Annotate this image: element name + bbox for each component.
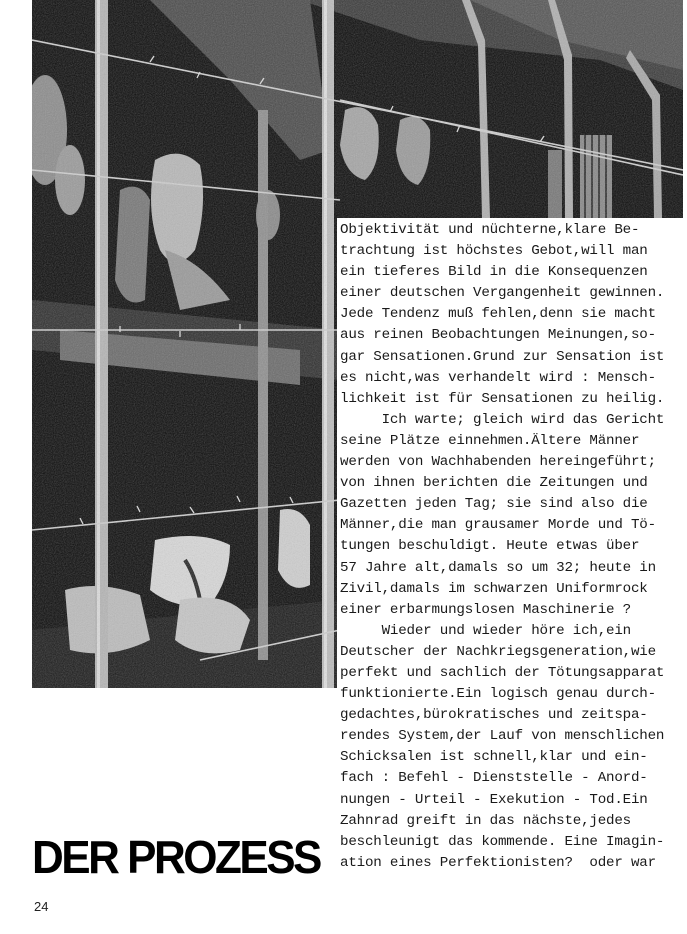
article-line: lichkeit ist für Sensationen zu heilig. bbox=[340, 390, 665, 407]
article-line: ein tieferes Bild in die Konsequenzen bbox=[340, 264, 648, 281]
article-line: Männer,die man grausamer Morde und Tö- bbox=[340, 517, 656, 534]
article-line: tungen beschuldigt. Heute etwas über bbox=[340, 538, 640, 555]
article-line: Gazetten jeden Tag; sie sind also die bbox=[340, 496, 648, 513]
article-line: perfekt und sachlich der Tötungsapparat bbox=[340, 664, 665, 681]
article-line: funktionierte.Ein logisch genau durch- bbox=[340, 686, 656, 703]
article-line: gar Sensationen.Grund zur Sensation ist bbox=[340, 348, 665, 365]
article-line: Jede Tendenz muß fehlen,denn sie macht bbox=[340, 306, 656, 323]
article-line: trachtung ist höchstes Gebot,will man bbox=[340, 243, 648, 260]
article-line: Wieder und wieder höre ich,ein bbox=[340, 622, 631, 639]
article-line: Deutscher der Nachkriegsgeneration,wie bbox=[340, 643, 656, 660]
article-line: seine Plätze einnehmen.Ältere Männer bbox=[340, 432, 640, 449]
article-line: beschleunigt das kommende. Eine Imagin- bbox=[340, 833, 665, 850]
article-line: es nicht,was verhandelt wird : Mensch- bbox=[340, 369, 656, 386]
headline: DER PROZESS bbox=[32, 832, 320, 884]
article-line: rendes System,der Lauf von menschlichen bbox=[340, 728, 665, 745]
article-line: 57 Jahre alt,damals so um 32; heute in bbox=[340, 559, 656, 576]
article-line: werden von Wachhabenden hereingeführt; bbox=[340, 454, 656, 471]
article-line: von ihnen berichten die Zeitungen und bbox=[340, 475, 648, 492]
article-line: Objektivität und nüchterne,klare Be- bbox=[340, 222, 640, 238]
article-line: Zahnrad greift in das nächste,jedes bbox=[340, 812, 631, 829]
article-line: nungen - Urteil - Exekution - Tod.Ein bbox=[340, 791, 648, 808]
article-line: Ich warte; gleich wird das Gericht bbox=[340, 411, 665, 428]
page-number: 24 bbox=[34, 899, 49, 914]
article-text bbox=[340, 220, 685, 874]
article-line: Zivil,damals im schwarzen Uniformrock bbox=[340, 580, 648, 597]
article-line: einer deutschen Vergangenheit gewinnen. bbox=[340, 285, 665, 302]
article-line: Schicksalen ist schnell,klar und ein- bbox=[340, 749, 648, 766]
article-line: einer erbarmungslosen Maschinerie ? bbox=[340, 601, 631, 618]
article-line: fach : Befehl - Dienststelle - Anord- bbox=[340, 770, 648, 787]
article-line: aus reinen Beobachtungen Meinungen,so- bbox=[340, 327, 656, 344]
article-line: ation eines Perfektionisten? oder war bbox=[340, 854, 656, 871]
article-line: gedachtes,bürokratisches und zeitspa- bbox=[340, 707, 648, 724]
